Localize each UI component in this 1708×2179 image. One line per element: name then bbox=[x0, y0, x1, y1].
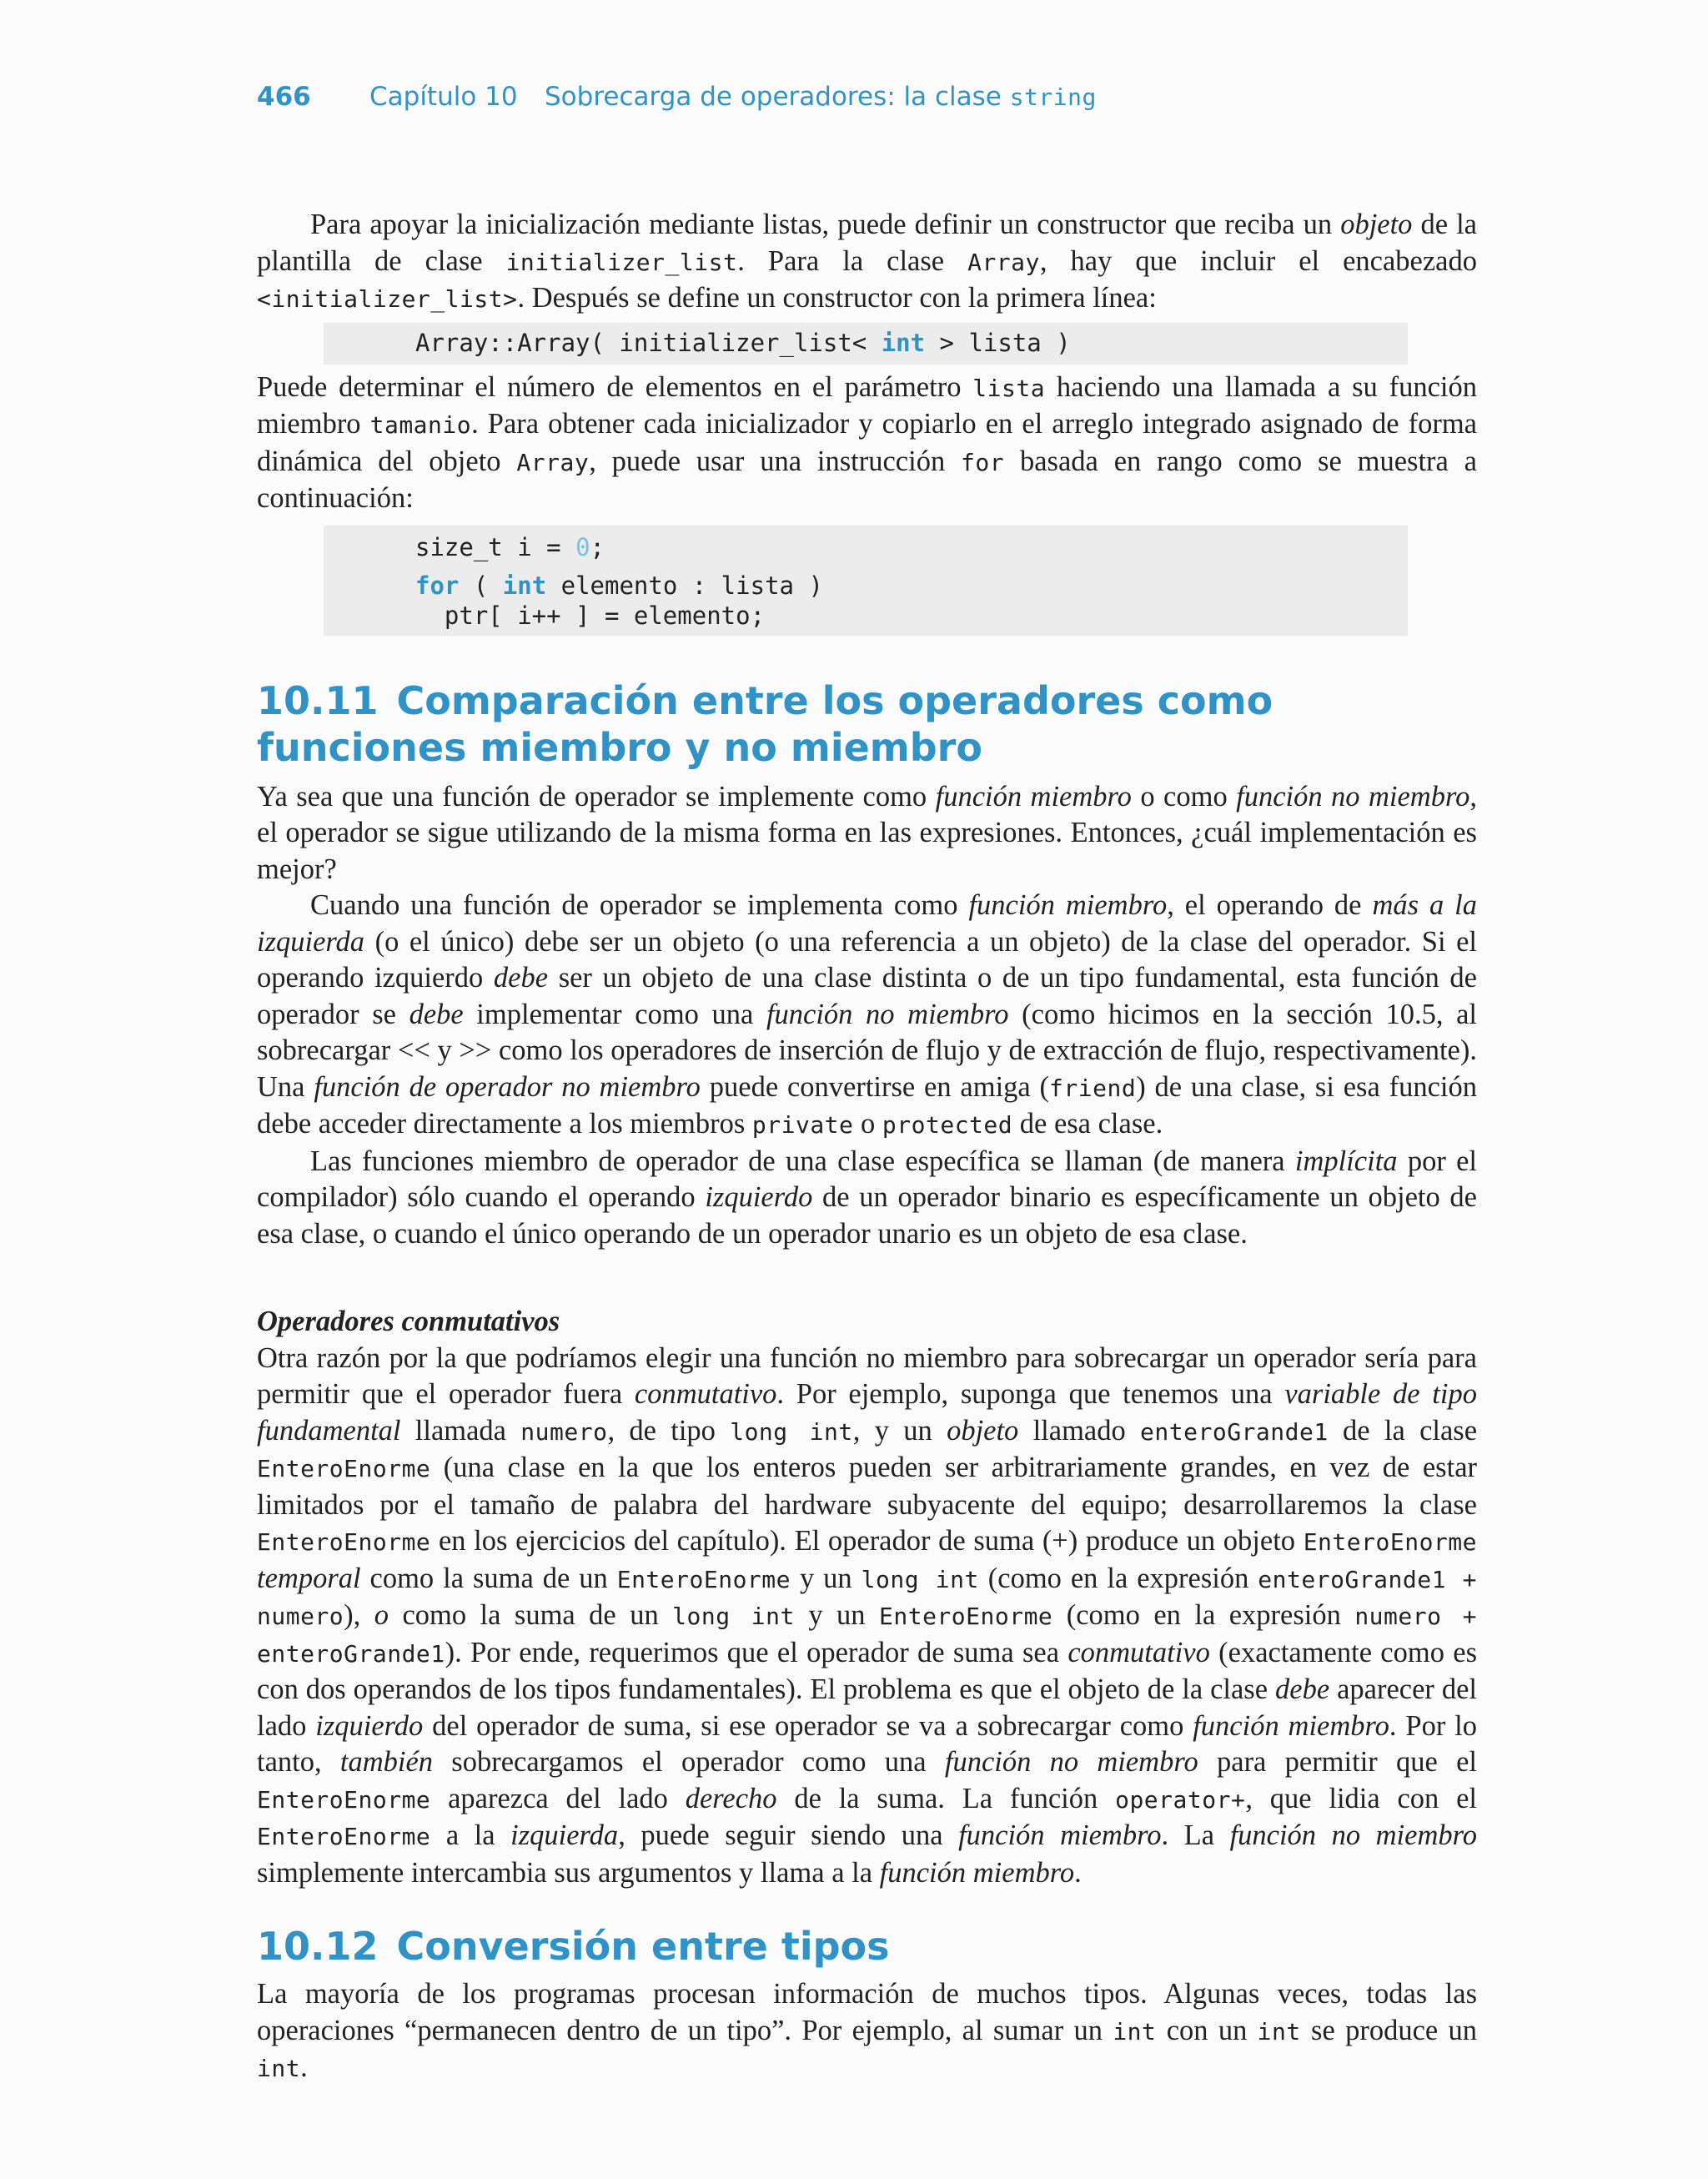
text-run: en los ejercicios del capítulo). El operador de suma (+) produce un objeto bbox=[430, 1525, 1304, 1557]
code-text: ( bbox=[459, 571, 503, 600]
code-block-range-for bbox=[324, 526, 1408, 636]
inline-code: Array bbox=[516, 448, 590, 476]
italic-text: o bbox=[374, 1599, 389, 1631]
code-text: > lista ) bbox=[925, 328, 1071, 357]
code-text: elemento : lista ) bbox=[546, 571, 823, 600]
text-run: . Después se define un constructor con la primera línea: bbox=[517, 282, 1157, 314]
code-text: size_t i = bbox=[415, 532, 576, 561]
section-10-11-paragraph-2 bbox=[257, 888, 1477, 1144]
section-title: Conversión entre tipos bbox=[396, 1924, 890, 1969]
text-run: del operador de suma, si ese operador se va a sobrecargar como bbox=[423, 1709, 1193, 1742]
italic-text: función miembro bbox=[879, 1856, 1075, 1889]
italic-text: izquierdo bbox=[315, 1709, 424, 1742]
text-run: de un operador binario es específicamente un objeto de esa clase, o cuando el único operando de un operador unario es un objeto de esa clase. bbox=[257, 1181, 1477, 1250]
text-run: implementar como una bbox=[463, 998, 766, 1030]
italic-text: función de operador no miembro bbox=[314, 1070, 701, 1103]
section-10-11-paragraph-3 bbox=[257, 1144, 1477, 1253]
code-keyword: int bbox=[502, 571, 547, 600]
text-run: sobrecargamos el operador como una bbox=[433, 1746, 945, 1778]
text-run: Para apoyar la inicialización mediante listas, puede definir un constructor que reciba un bbox=[310, 209, 1341, 240]
italic-text: temporal bbox=[257, 1562, 361, 1594]
code-text: ptr[ i++ ] = elemento; bbox=[415, 601, 766, 630]
italic-text: función no miembro bbox=[1229, 1819, 1478, 1851]
code-line bbox=[415, 601, 1408, 631]
inline-code: numero bbox=[520, 1417, 608, 1446]
italic-text: función miembro bbox=[1193, 1709, 1389, 1742]
text-run: de la suma. La función bbox=[776, 1782, 1116, 1814]
inline-code: EnteroEnorme bbox=[879, 1603, 1053, 1630]
code-number: 0 bbox=[575, 532, 590, 561]
intro-paragraph-1 bbox=[257, 207, 1477, 318]
text-run: (o el único) debe ser un objeto (o una referencia a un objeto) de la clase del operador. Si el operando izquierdo bbox=[257, 925, 1477, 994]
text-run: con un bbox=[1156, 2014, 1258, 2046]
code-line bbox=[415, 571, 1408, 601]
text-run: , puede usar una instrucción bbox=[589, 445, 962, 477]
text-run: basada en rango como se muestra a continuación: bbox=[257, 445, 1477, 514]
chapter-title bbox=[545, 79, 1097, 116]
inline-code: EnteroEnorme bbox=[1303, 1528, 1477, 1556]
inline-code: long int bbox=[861, 1565, 979, 1593]
page-number: 466 bbox=[257, 82, 311, 112]
chapter-label: Capítulo 10 bbox=[369, 82, 518, 112]
text-run: haciendo una llamada a su función miembro bbox=[257, 370, 1478, 440]
text-run: (exactamente como es con dos operandos de los tipos fundamentales). El problema es que el objeto de la clase bbox=[257, 1636, 1477, 1705]
section-number: 10.12 bbox=[257, 1924, 379, 1969]
italic-text: conmutativo bbox=[1068, 1636, 1210, 1668]
italic-text: debe bbox=[493, 962, 549, 994]
text-run: de la clase bbox=[1328, 1414, 1478, 1447]
text-run: ) de una clase, si esa función debe acceder directamente a los miembros bbox=[257, 1070, 1477, 1140]
text-run: por el compilador) sólo cuando el operando bbox=[257, 1145, 1478, 1213]
subheading-commutative: Operadores conmutativos bbox=[257, 1306, 560, 1337]
section-heading-10-12 bbox=[257, 1923, 1477, 1970]
inline-code: long int bbox=[730, 1417, 853, 1446]
italic-text: izquierdo bbox=[705, 1181, 813, 1213]
inline-code: tamanio bbox=[369, 411, 472, 439]
text-run: como la suma de un bbox=[388, 1599, 673, 1631]
italic-text: debe bbox=[409, 998, 464, 1030]
text-run: , hay que incluir el encabezado bbox=[1039, 244, 1477, 277]
text-run: . bbox=[1074, 1856, 1082, 1889]
italic-text: también bbox=[339, 1746, 434, 1778]
text-run: , que lidia con el bbox=[1245, 1782, 1478, 1814]
text-run: . bbox=[300, 2051, 308, 2083]
text-run: Cuando una función de operador se implementa como bbox=[310, 889, 969, 921]
text-run: y un bbox=[791, 1562, 862, 1594]
intro-paragraph-2 bbox=[257, 370, 1477, 517]
italic-text: derecho bbox=[685, 1782, 777, 1814]
italic-text: más a la izquierda bbox=[257, 889, 1477, 958]
section-title: Comparación entre los operadores como funciones miembro y no miembro bbox=[257, 677, 1273, 770]
text-run: a la bbox=[430, 1819, 511, 1851]
italic-text: función no miembro bbox=[944, 1746, 1198, 1778]
inline-code: EnteroEnorme bbox=[257, 1528, 431, 1556]
inline-code: int bbox=[1113, 2017, 1157, 2046]
text-run: (una clase en la que los enteros pueden ser arbitrariamente grandes, en vez de estar limitados por el tamaño de palabra del hardware subyacente del equipo; desarrollaremos la clase bbox=[257, 1452, 1477, 1521]
text-run: ). Por ende, requerimos que el operador de suma sea bbox=[445, 1636, 1068, 1668]
text-run: llamada bbox=[400, 1414, 521, 1447]
inline-code: Array bbox=[967, 248, 1040, 276]
text-run: como la suma de un bbox=[360, 1562, 617, 1594]
text-run: ser un objeto de una clase distinta o de un tipo fundamental, esta función de operador se bbox=[257, 962, 1477, 1030]
text-run: La mayoría de los programas procesan información de muchos tipos. Algunas veces, todas las operaciones “permanecen dentro de un tipo”. Por ejemplo, al sumar un bbox=[257, 1978, 1477, 2046]
section-10-12-paragraph-1 bbox=[257, 1976, 1477, 2087]
text-run: aparezca del lado bbox=[430, 1782, 686, 1814]
inline-code: EnteroEnorme bbox=[257, 1455, 431, 1482]
text-run: ), bbox=[344, 1599, 374, 1631]
text-run: . Por ejemplo, suponga que tenemos una bbox=[776, 1378, 1285, 1410]
text-run: . La bbox=[1161, 1819, 1230, 1851]
chapter-title-code: string bbox=[1009, 83, 1097, 111]
text-run: , el operando de bbox=[1167, 889, 1373, 921]
italic-text: función miembro bbox=[935, 780, 1132, 813]
code-text: Array::Array( initializer_list< bbox=[415, 328, 882, 357]
inline-code: EnteroEnorme bbox=[257, 1785, 431, 1814]
code-keyword: int bbox=[881, 328, 926, 357]
inline-code: EnteroEnorme bbox=[257, 1823, 431, 1850]
code-keyword: for bbox=[415, 571, 460, 600]
italic-text: función miembro bbox=[968, 889, 1168, 921]
inline-code: initializer_list bbox=[505, 248, 738, 276]
inline-code: lista bbox=[972, 374, 1046, 402]
text-run: llamado bbox=[1018, 1414, 1141, 1447]
text-run: . Para la clase bbox=[737, 244, 968, 277]
text-run: o bbox=[853, 1108, 882, 1140]
italic-text: debe bbox=[1275, 1673, 1330, 1705]
text-run: , y un bbox=[852, 1414, 947, 1447]
text-run: puede convertirse en amiga ( bbox=[700, 1070, 1050, 1103]
text-run: (como en la expresión bbox=[1052, 1599, 1355, 1631]
text-run: (como en la expresión bbox=[978, 1562, 1258, 1594]
text-run: y un bbox=[794, 1599, 879, 1631]
inline-code: int bbox=[257, 2055, 301, 2082]
italic-text: implícita bbox=[1294, 1145, 1398, 1177]
inline-code: private bbox=[751, 1111, 854, 1139]
inline-code: operator+ bbox=[1115, 1785, 1246, 1814]
inline-code: enteroGrande1 bbox=[1140, 1417, 1329, 1446]
text-run: , de tipo bbox=[607, 1414, 731, 1447]
inline-code: long int bbox=[672, 1603, 795, 1630]
italic-text: conmutativo bbox=[634, 1378, 777, 1410]
inline-code: <initializer_list> bbox=[257, 285, 518, 313]
italic-text: función no miembro bbox=[1236, 780, 1470, 813]
code-block-constructor bbox=[324, 323, 1408, 365]
italic-text: variable de tipo fundamental bbox=[257, 1378, 1477, 1447]
section-10-11-paragraph-4 bbox=[257, 1341, 1477, 1892]
inline-code: int bbox=[1257, 2017, 1301, 2046]
italic-text: izquierda bbox=[510, 1819, 619, 1851]
text-run: se produce un bbox=[1300, 2014, 1477, 2046]
inline-code: for bbox=[961, 448, 1005, 476]
text-run: Ya sea que una función de operador se implemente como bbox=[257, 780, 936, 813]
text-run: Otra razón por la que podríamos elegir una función no miembro para sobrecargar un operador sería para permitir que el operador fuera bbox=[257, 1341, 1477, 1410]
text-run: de esa clase. bbox=[1012, 1108, 1163, 1140]
text-run: de la plantilla de clase bbox=[257, 209, 1477, 277]
text-run: Puede determinar el número de elementos en el parámetro bbox=[257, 370, 973, 403]
text-run: , puede seguir siendo una bbox=[618, 1819, 959, 1851]
code-line bbox=[415, 323, 1408, 363]
text-run: simplemente intercambia sus argumentos y llama a la bbox=[257, 1856, 880, 1889]
italic-text: función miembro bbox=[958, 1819, 1162, 1851]
italic-text: objeto bbox=[947, 1414, 1019, 1447]
inline-code: enteroGrande1 + numero bbox=[257, 1565, 1477, 1630]
chapter-title-text: Sobrecarga de operadores: la clase bbox=[545, 82, 1002, 112]
text-run: Las funciones miembro de operador de una clase específica se llaman (de manera bbox=[310, 1145, 1295, 1177]
running-header bbox=[257, 79, 1097, 116]
text-run: (como hicimos en la sección 10.5, al sobrecargar << y >> como los operadores de inserción de flujo y de extracción de flujo, respectivamente). Una bbox=[257, 998, 1477, 1103]
inline-code: EnteroEnorme bbox=[616, 1565, 791, 1593]
inline-code: numero + enteroGrande1 bbox=[257, 1603, 1478, 1668]
main-text bbox=[257, 207, 1477, 2087]
italic-text: función no miembro bbox=[766, 998, 1009, 1030]
inline-code: protected bbox=[882, 1111, 1013, 1139]
text-run: o como bbox=[1131, 780, 1237, 813]
text-run: aparecer del lado bbox=[257, 1673, 1477, 1742]
code-text: ; bbox=[590, 532, 605, 561]
section-number: 10.11 bbox=[257, 677, 379, 723]
section-heading-10-11 bbox=[257, 677, 1477, 771]
inline-code: friend bbox=[1049, 1074, 1137, 1102]
text-run: , el operador se sigue utilizando de la misma forma en las expresiones. Entonces, ¿cuál implementación es mejor? bbox=[257, 780, 1477, 885]
text-run: para permitir que el bbox=[1198, 1746, 1477, 1778]
code-line bbox=[415, 532, 1408, 562]
text-run: . Para obtener cada inicializador y copiarlo en el arreglo integrado asignado de forma dinámica del objeto bbox=[257, 408, 1477, 477]
section-10-11-paragraph-1 bbox=[257, 779, 1477, 888]
italic-text: objeto bbox=[1340, 209, 1413, 240]
text-run: . Por lo tanto, bbox=[257, 1709, 1477, 1778]
